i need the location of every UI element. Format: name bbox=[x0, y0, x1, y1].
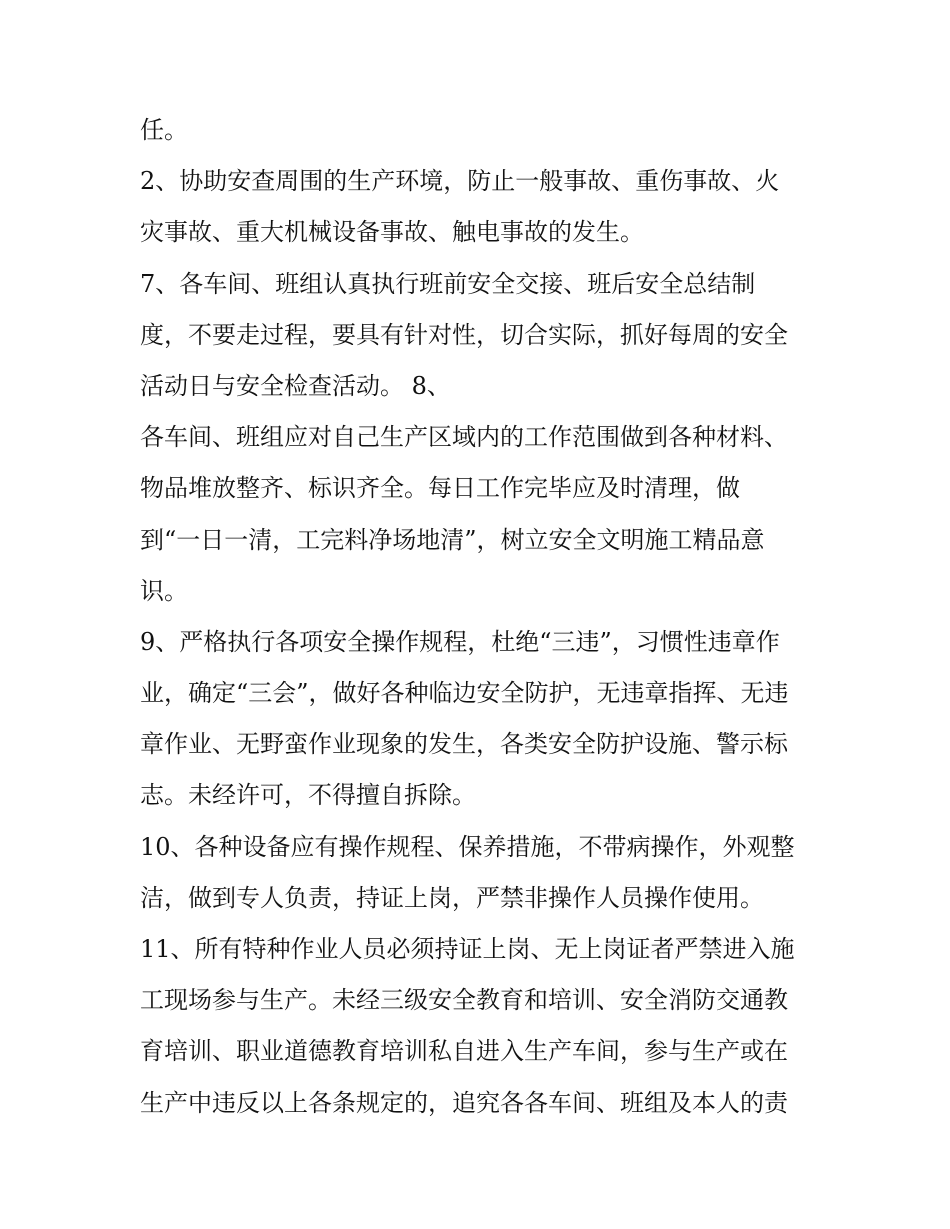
text-line: 9、严格执行各项安全操作规程，杜绝“三违”，习惯性违章作 bbox=[140, 627, 780, 656]
body-text bbox=[140, 108, 830, 1132]
text-line: 业，确定“三会”，做好各种临边安全防护，无违章指挥、无违 bbox=[140, 679, 789, 708]
text-line: 任。 bbox=[140, 116, 188, 144]
text-line: 10、各种设备应有操作规程、保养措施，不带病操作，外观整 bbox=[140, 832, 795, 861]
text-line: 度，不要走过程，要具有针对性，切合实际，抓好每周的安全 bbox=[140, 320, 788, 349]
text-line: 2、协助安查周围的生产环境，防止一般事故、重伤事故、火 bbox=[140, 167, 780, 196]
text-line: 11、所有特种作业人员必须持证上岗、无上岗证者严禁进入施 bbox=[140, 935, 795, 963]
text-line: 灾事故、重大机械设备事故、触电事故的发生。 bbox=[140, 218, 644, 247]
text-line: 物品堆放整齐、标识齐全。每日工作完毕应及时清理，做 bbox=[140, 474, 740, 503]
text-line: 育培训、职业道德教育培训私自进入生产车间，参与生产或在 bbox=[140, 1037, 788, 1066]
text-line: 到“一日一清，工完料净场地清”，树立安全文明施工精品意 bbox=[140, 525, 765, 554]
text-line: 生产中违反以上各条规定的，追究各各车间、班组及本人的责 bbox=[140, 1088, 788, 1117]
text-line: 志。未经许可，不得擅自拆除。 bbox=[140, 781, 476, 810]
text-line: 各车间、班组应对自己生产区域内的工作范围做到各种材料、 bbox=[140, 423, 788, 452]
text-line: 工现场参与生产。未经三级安全教育和培训、安全消防交通教 bbox=[140, 986, 788, 1015]
text-line: 识。 bbox=[140, 576, 188, 605]
text-line: 7、各车间、班组认真执行班前安全交接、班后安全总结制 bbox=[140, 269, 756, 298]
text-line: 活动日与安全检查活动。 8、 bbox=[140, 371, 451, 400]
text-line: 章作业、无野蛮作业现象的发生，各类安全防护设施、警示标 bbox=[140, 730, 788, 759]
text-line: 洁，做到专人负责，持证上岗，严禁非操作人员操作使用。 bbox=[140, 883, 764, 912]
